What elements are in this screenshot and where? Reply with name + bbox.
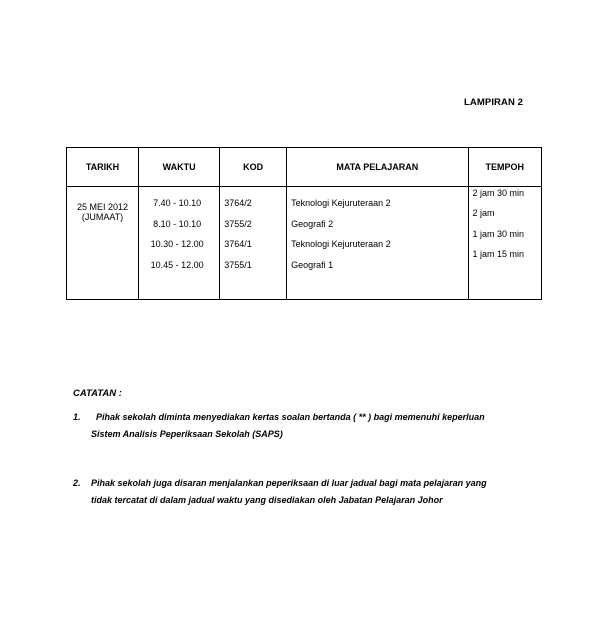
tempoh-4: 1 jam 15 min bbox=[472, 248, 525, 259]
header-tempoh: TEMPOH bbox=[468, 148, 541, 187]
header-mata-pelajaran: MATA PELAJARAN bbox=[287, 148, 468, 187]
note-number: 1. bbox=[73, 412, 81, 422]
mata-pelajaran-3: Teknologi Kejuruteraan 2 bbox=[291, 239, 391, 249]
tarikh-date: 25 MEI 2012 bbox=[76, 202, 129, 212]
header-kod: KOD bbox=[220, 148, 287, 187]
kod-4: 3755/1 bbox=[224, 259, 252, 270]
kod-cell bbox=[220, 187, 287, 300]
note-item bbox=[73, 409, 553, 449]
note-line: Pihak sekolah juga disaran menjalankan peperiksaan di luar jadual bagi mata pelajaran yang bbox=[91, 478, 487, 488]
tarikh-cell bbox=[67, 187, 139, 300]
note-item bbox=[73, 475, 553, 515]
kod-3: 3764/1 bbox=[224, 239, 252, 249]
tempoh-3: 1 jam 30 min bbox=[472, 228, 525, 239]
kod-2: 3755/2 bbox=[224, 218, 252, 229]
waktu-2: 8.10 - 10.10 bbox=[153, 218, 202, 229]
mata-pelajaran-2: Geografi 2 bbox=[291, 218, 334, 229]
header-tarikh: TARIKH bbox=[67, 148, 139, 187]
table-row bbox=[67, 187, 542, 300]
note-line: Sistem Analisis Peperiksaan Sekolah (SAPS) bbox=[91, 429, 283, 439]
tarikh-day: (JUMAAT) bbox=[81, 212, 124, 222]
note-number: 2. bbox=[73, 478, 81, 488]
mata-pelajaran-cell bbox=[287, 187, 468, 300]
waktu-cell bbox=[139, 187, 220, 300]
mata-pelajaran-1: Teknologi Kejuruteraan 2 bbox=[291, 198, 391, 208]
tempoh-2: 2 jam bbox=[472, 208, 495, 219]
lampiran-label: LAMPIRAN 2 bbox=[464, 97, 524, 108]
note-line: tidak tercatat di dalam jadual waktu yang disediakan oleh Jabatan Pelajaran Johor bbox=[91, 495, 443, 505]
waktu-1: 7.40 - 10.10 bbox=[153, 198, 202, 208]
note-text bbox=[91, 475, 487, 509]
header-waktu: WAKTU bbox=[139, 148, 220, 187]
tempoh-1: 2 jam 30 min bbox=[472, 188, 525, 198]
waktu-4: 10.45 - 12.00 bbox=[150, 259, 204, 270]
note-text bbox=[91, 409, 485, 443]
mata-pelajaran-4: Geografi 1 bbox=[291, 259, 334, 270]
table-header-row bbox=[67, 148, 542, 187]
note-line: Pihak sekolah diminta menyediakan kertas soalan bertanda ( ** ) bagi memenuhi keperluan bbox=[96, 412, 485, 422]
catatan-title: CATATAN : bbox=[73, 388, 122, 399]
kod-1: 3764/2 bbox=[224, 198, 252, 208]
exam-schedule-table bbox=[66, 147, 542, 300]
tempoh-cell bbox=[468, 187, 541, 300]
waktu-3: 10.30 - 12.00 bbox=[150, 239, 204, 249]
